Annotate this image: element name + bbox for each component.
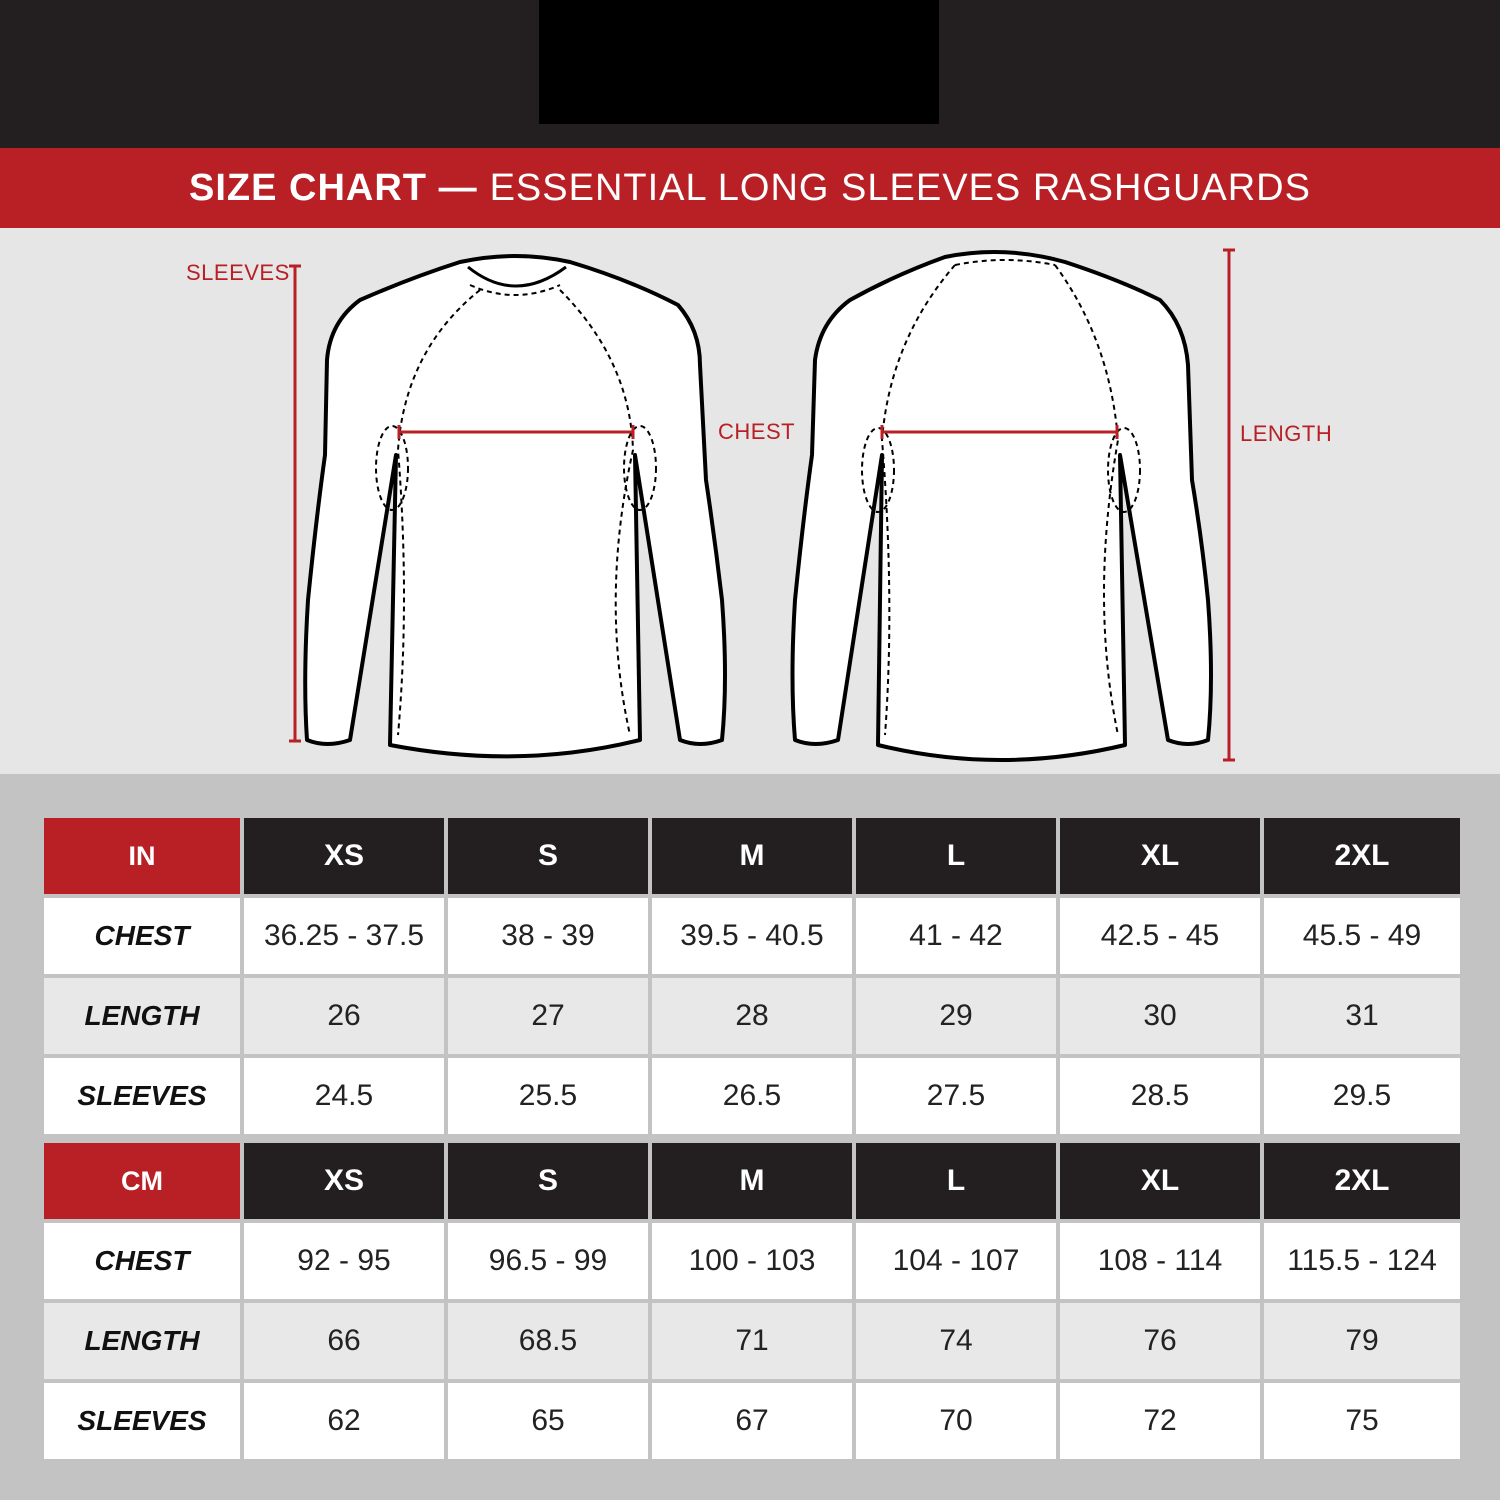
table-cell: 66: [242, 1301, 446, 1381]
chest-label: CHEST: [718, 419, 796, 444]
table-row: [42, 1301, 1462, 1381]
row-label: LENGTH: [42, 976, 242, 1056]
table-cell: 29.5: [1262, 1056, 1462, 1136]
table-cell: 100 - 103: [650, 1221, 854, 1301]
unit-header: IN: [42, 816, 242, 896]
table-row: [42, 1056, 1462, 1136]
table-cell: 28.5: [1058, 1056, 1262, 1136]
table-cell: 71: [650, 1301, 854, 1381]
page-title-bold: SIZE CHART —: [189, 166, 478, 209]
brand-logo-block: [539, 0, 939, 124]
row-label: SLEEVES: [42, 1381, 242, 1461]
table-cell: 27: [446, 976, 650, 1056]
size-header: S: [446, 1141, 650, 1221]
sleeves-label: SLEEVES: [186, 260, 290, 285]
table-cell: 65: [446, 1381, 650, 1461]
size-header: S: [446, 816, 650, 896]
garment-diagram: [0, 228, 1500, 774]
table-cell: 96.5 - 99: [446, 1221, 650, 1301]
table-cell: 45.5 - 49: [1262, 896, 1462, 976]
table-row: [42, 896, 1462, 976]
page-title: [0, 148, 1500, 228]
front-shirt-icon: [305, 256, 725, 756]
table-header-row: [42, 1141, 1462, 1221]
size-table-inches: [40, 814, 1464, 1138]
table-cell: 76: [1058, 1301, 1262, 1381]
table-cell: 28: [650, 976, 854, 1056]
size-header: 2XL: [1262, 816, 1462, 896]
top-bar: [0, 0, 1500, 148]
row-label: CHEST: [42, 896, 242, 976]
table-cell: 24.5: [242, 1056, 446, 1136]
table-cell: 67: [650, 1381, 854, 1461]
table-cell: 39.5 - 40.5: [650, 896, 854, 976]
table-row: [42, 1381, 1462, 1461]
table-cell: 108 - 114: [1058, 1221, 1262, 1301]
size-header: L: [854, 1141, 1058, 1221]
rashguard-illustration: [0, 228, 1500, 774]
table-cell: 42.5 - 45: [1058, 896, 1262, 976]
size-header: M: [650, 816, 854, 896]
row-label: SLEEVES: [42, 1056, 242, 1136]
size-header: L: [854, 816, 1058, 896]
table-cell: 29: [854, 976, 1058, 1056]
table-cell: 26.5: [650, 1056, 854, 1136]
table-header-row: [42, 816, 1462, 896]
table-cell: 31: [1262, 976, 1462, 1056]
table-cell: 41 - 42: [854, 896, 1058, 976]
size-header: XL: [1058, 816, 1262, 896]
table-cell: 115.5 - 124: [1262, 1221, 1462, 1301]
page-title-rest: ESSENTIAL LONG SLEEVES RASHGUARDS: [489, 166, 1311, 209]
length-label: LENGTH: [1240, 421, 1333, 446]
table-cell: 70: [854, 1381, 1058, 1461]
table-cell: 68.5: [446, 1301, 650, 1381]
table-cell: 92 - 95: [242, 1221, 446, 1301]
table-cell: 75: [1262, 1381, 1462, 1461]
table-cell: 25.5: [446, 1056, 650, 1136]
size-header: XL: [1058, 1141, 1262, 1221]
table-cell: 104 - 107: [854, 1221, 1058, 1301]
size-header: XS: [242, 1141, 446, 1221]
back-shirt-icon: [793, 252, 1212, 760]
table-cell: 62: [242, 1381, 446, 1461]
table-row: [42, 976, 1462, 1056]
row-label: LENGTH: [42, 1301, 242, 1381]
table-cell: 38 - 39: [446, 896, 650, 976]
unit-header: CM: [42, 1141, 242, 1221]
table-cell: 36.25 - 37.5: [242, 896, 446, 976]
table-cell: 79: [1262, 1301, 1462, 1381]
size-header: 2XL: [1262, 1141, 1462, 1221]
length-measure-line: [1223, 250, 1235, 760]
size-table-centimeters: [40, 1139, 1464, 1463]
row-label: CHEST: [42, 1221, 242, 1301]
sleeves-measure-line: [289, 266, 301, 741]
size-header: M: [650, 1141, 854, 1221]
table-cell: 30: [1058, 976, 1262, 1056]
table-cell: 26: [242, 976, 446, 1056]
size-header: XS: [242, 816, 446, 896]
table-cell: 72: [1058, 1381, 1262, 1461]
table-cell: 27.5: [854, 1056, 1058, 1136]
table-row: [42, 1221, 1462, 1301]
table-cell: 74: [854, 1301, 1058, 1381]
